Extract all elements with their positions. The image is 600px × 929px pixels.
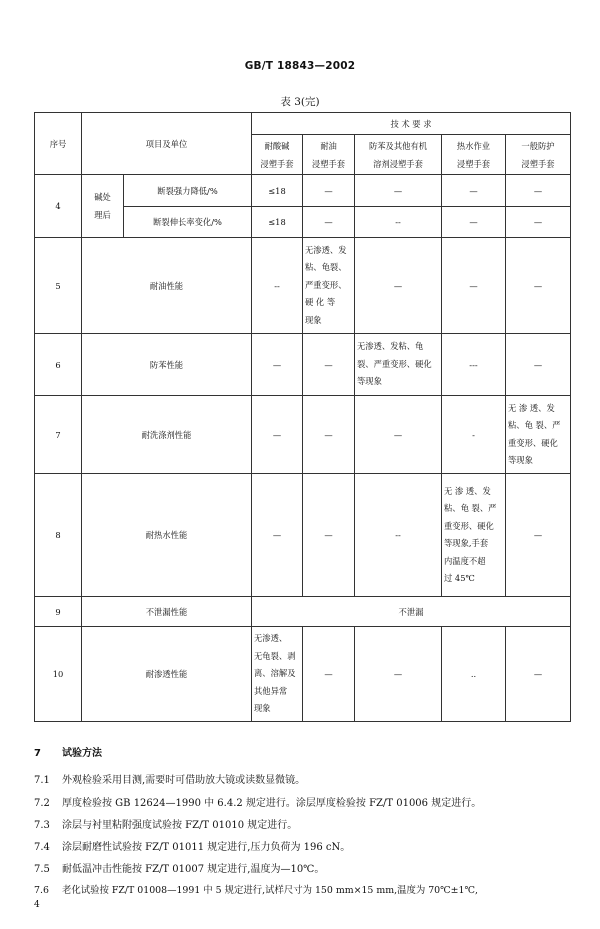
row-item: 耐油性能 [82, 238, 252, 334]
cell-value: — [355, 396, 442, 474]
cell-value: - [442, 396, 506, 474]
clause [34, 816, 297, 831]
table-row [35, 597, 571, 627]
cell-value: -- [252, 238, 303, 334]
cell-value: — [442, 207, 506, 238]
clause [34, 882, 478, 896]
cell-value: — [303, 175, 355, 207]
cell-value: — [252, 334, 303, 396]
table-row [35, 396, 571, 474]
clause-number: 7.6 [34, 885, 49, 896]
clause-text: 外观检验采用目测,需要时可借助放大镜或读数显微镜。 [62, 775, 306, 786]
table-row [35, 474, 571, 597]
clause-number: 7.5 [34, 864, 50, 875]
row-seq: 9 [35, 597, 82, 627]
cell-value: -- [355, 207, 442, 238]
cell-value: — [303, 334, 355, 396]
cell-value: — [355, 175, 442, 207]
spec-table [34, 112, 571, 722]
clause-number: 7.2 [34, 798, 50, 809]
header-tech-req: 技 术 要 求 [252, 113, 571, 135]
cell-value: — [252, 396, 303, 474]
cell-value: 无 渗 透、发 粘、龟 裂、严 重变形、硬化 等现象,手套 内温度不超 过 45℃ [442, 474, 506, 597]
cell-value: --- [442, 334, 506, 396]
cell-value: — [303, 207, 355, 238]
table-caption: 表 3(完) [280, 96, 320, 108]
table-row [35, 175, 571, 207]
clause [34, 794, 481, 809]
cell-value: — [252, 474, 303, 597]
section-title: 试验方法 [62, 748, 102, 759]
cell-value: .. [442, 627, 506, 722]
header-col-general: 一般防护 浸塑手套 [506, 135, 571, 175]
row-item: 耐热水性能 [82, 474, 252, 597]
clause-text: 涂层耐磨性试验按 FZ/T 01011 规定进行,压力负荷为 196 cN。 [62, 842, 351, 853]
table-row [35, 238, 571, 334]
row-item: 不泄漏性能 [82, 597, 252, 627]
cell-value: -- [355, 474, 442, 597]
cell-value: — [442, 175, 506, 207]
row-group-label: 碱处 理后 [82, 175, 124, 238]
cell-value: — [506, 238, 571, 334]
page-number: 4 [34, 900, 40, 910]
header-col-oil: 耐油 浸塑手套 [303, 135, 355, 175]
cell-value: — [506, 474, 571, 597]
header-col-acid-alkali: 耐酸碱 浸塑手套 [252, 135, 303, 175]
cell-value: — [506, 334, 571, 396]
cell-value: ≤18 [252, 207, 303, 238]
row-sub-label: 断裂强力降低/% [124, 175, 252, 207]
cell-value: — [355, 627, 442, 722]
row-seq: 6 [35, 334, 82, 396]
row-seq: 8 [35, 474, 82, 597]
cell-value: 无 渗 透、发 粘、龟 裂、严 重变形、硬化 等现象 [506, 396, 571, 474]
section-heading [34, 744, 102, 759]
clause-number: 7.3 [34, 820, 50, 831]
clause [34, 771, 305, 786]
row-seq: 5 [35, 238, 82, 334]
section-number: 7 [34, 748, 41, 759]
clause-text: 厚度检验按 GB 12624—1990 中 6.4.2 规定进行。涂层厚度检验按 FZ/T 01006 规定进行。 [62, 798, 482, 809]
row-seq: 4 [35, 175, 82, 238]
header-col-solvent: 防苯及其他有机 溶剂浸塑手套 [355, 135, 442, 175]
cell-value: 无渗透、发 粘、龟裂、 严重变形、 硬 化 等 现象 [303, 238, 355, 334]
clause-text: 耐低温冲击性能按 FZ/T 01007 规定进行,温度为—10℃。 [62, 864, 325, 875]
cell-value: — [506, 207, 571, 238]
row-seq: 10 [35, 627, 82, 722]
clause-number: 7.1 [34, 775, 50, 786]
row-seq: 7 [35, 396, 82, 474]
cell-value: — [355, 238, 442, 334]
row-item: 耐洗涤剂性能 [82, 396, 252, 474]
table-row [35, 627, 571, 722]
clause [34, 838, 350, 853]
cell-value: — [303, 474, 355, 597]
clause [34, 860, 324, 875]
cell-value: — [303, 396, 355, 474]
standard-header: GB/T 18843—2002 [244, 60, 356, 72]
header-col-hot-water: 热水作业 浸塑手套 [442, 135, 506, 175]
merged-cell-value: 不泄漏 [252, 597, 571, 627]
row-item: 防苯性能 [82, 334, 252, 396]
row-sub-label: 断裂伸长率变化/% [124, 207, 252, 238]
clause-text: 涂层与衬里粘附强度试验按 FZ/T 01010 规定进行。 [62, 820, 298, 831]
cell-value: — [303, 627, 355, 722]
cell-value: 无渗透、发粘、龟 裂、严重变形、硬化 等现象 [355, 334, 442, 396]
cell-value: ≤18 [252, 175, 303, 207]
clause-text: 老化试验按 FZ/T 01008—1991 中 5 规定进行,试样尺寸为 150 mm×15 mm,温度为 70℃±1℃, [62, 885, 478, 896]
clause-number: 7.4 [34, 842, 50, 853]
cell-value: — [506, 175, 571, 207]
table-row [35, 334, 571, 396]
cell-value: — [506, 627, 571, 722]
header-item-unit: 项目及单位 [82, 113, 252, 175]
cell-value: 无渗透、 无龟裂、剥 离、溶解及 其他异常 现象 [252, 627, 303, 722]
row-item: 耐渗透性能 [82, 627, 252, 722]
cell-value: — [442, 238, 506, 334]
header-seq: 序号 [35, 113, 82, 175]
